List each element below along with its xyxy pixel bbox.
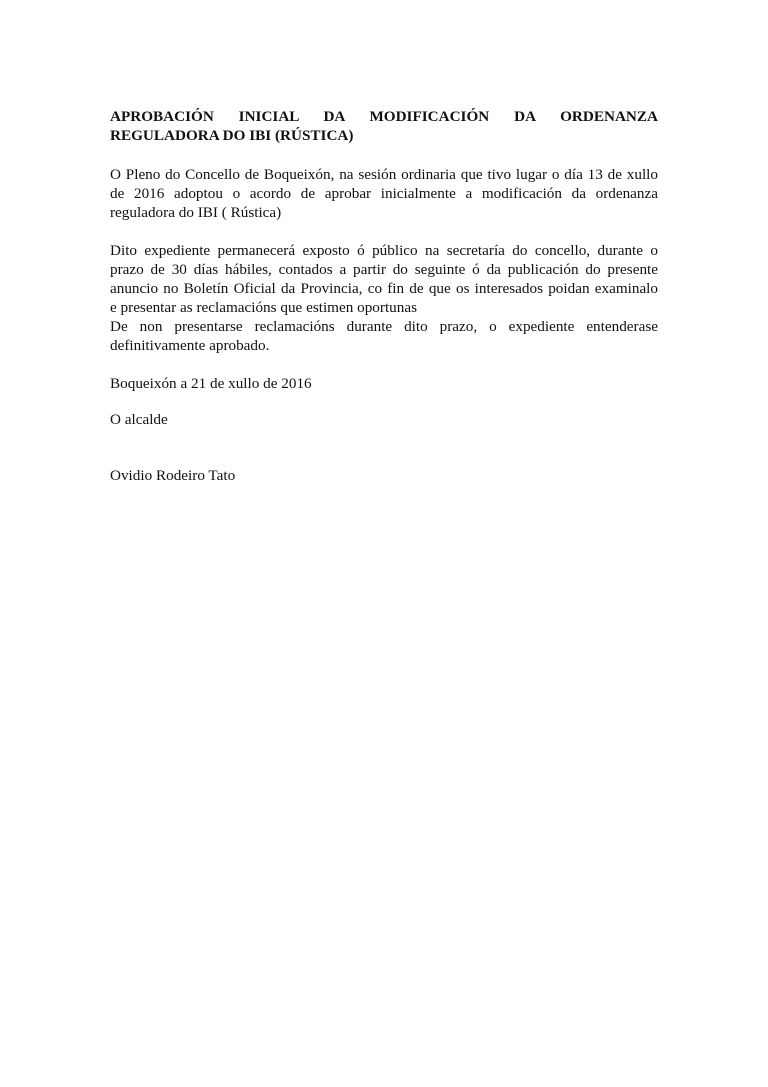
place-and-date: Boqueixón a 21 de xullo de 2016 xyxy=(110,375,312,392)
title-line-2: REGULADORA DO IBI (RÚSTICA) xyxy=(110,127,354,144)
document-page xyxy=(110,107,658,485)
paragraph-2-line-2: prazo de 30 días hábiles, contados a partir do seguinte ó da publicación do presente xyxy=(110,261,658,278)
paragraph-3-line-2: definitivamente aprobado. xyxy=(110,337,270,354)
signer-name: Ovidio Rodeiro Tato xyxy=(110,467,236,484)
title-line-1: APROBACIÓN INICIAL DA MODIFICACIÓN DA ORDENANZA xyxy=(110,108,658,125)
paragraph-1-line-1: O Pleno do Concello de Boqueixón, na sesión ordinaria que tivo lugar o día 13 de xullo xyxy=(110,166,658,183)
paragraph-2-line-4: e presentar as reclamacións que estimen oportunas xyxy=(110,299,418,316)
paragraph-plenary-agreement xyxy=(110,165,658,222)
paragraph-1-line-2: de 2016 adoptou o acordo de aprobar inicialmente a modificación da ordenanza xyxy=(110,185,658,202)
paragraph-2-line-1: Dito expediente permanecerá exposto ó público na secretaría do concello, durante o xyxy=(110,242,658,259)
paragraph-1-line-3: reguladora do IBI ( Rústica) xyxy=(110,204,282,221)
signer-role: O alcalde xyxy=(110,411,168,428)
paragraph-public-exposure xyxy=(110,241,658,317)
document-title xyxy=(110,107,658,145)
paragraph-3-line-1: De non presentarse reclamacións durante dito prazo, o expediente entenderase xyxy=(110,318,658,335)
paragraph-definitive-approval xyxy=(110,317,658,355)
paragraph-2-line-3: anuncio no Boletín Oficial da Provincia, co fin de que os interesados poidan examinalo xyxy=(110,280,658,297)
